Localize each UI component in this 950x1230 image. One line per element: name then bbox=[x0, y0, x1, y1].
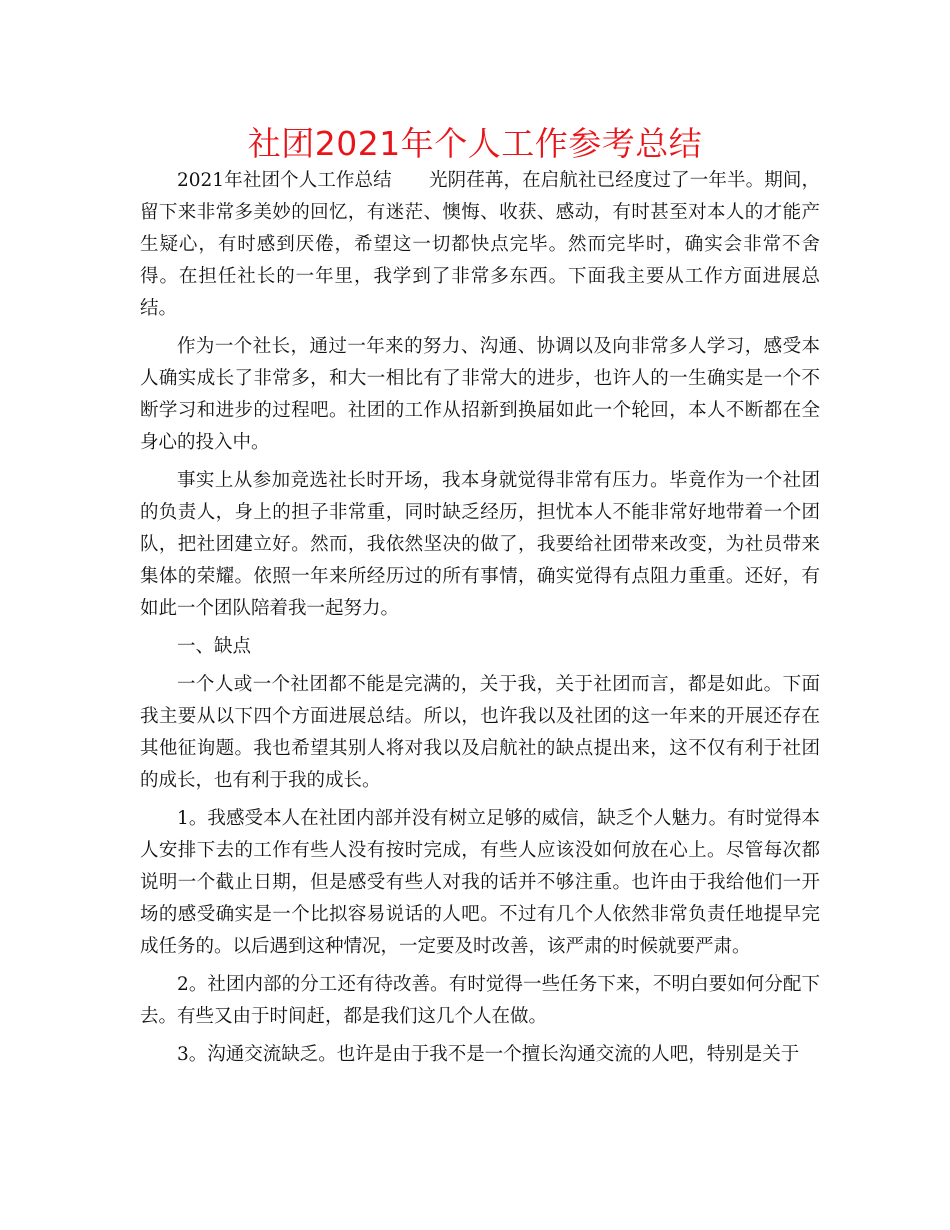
paragraph: 作为一个社长，通过一年来的努力、沟通、协调以及向非常多人学习，感受本人确实成长了非常多，和大一相比有了非常大的进步，也许人的一生确实是一个不断学习和进步的过程吧。社团的工作从招新到换届如此一个轮回，本人不断都在全身心的投入中。 bbox=[140, 336, 820, 453]
list-item: 2。社团内部的分工还有待改善。有时觉得一些任务下来，不明白要如何分配下去。有些又由于时间赶，都是我们这几个人在做。 bbox=[140, 974, 820, 1027]
paragraph: 2021年社团个人工作总结 光阴荏苒，在启航社已经度过了一年半。期间，留下来非常多美妙的回忆，有迷茫、懊悔、收获、感动，有时甚至对本人的才能产生疑心，有时感到厌倦，希望这一切都快点完毕。然而完毕时，确实会非常不舍得。在担任社长的一年里，我学到了非常多东西。下面我主要从工作方面进展总结。 bbox=[140, 170, 820, 319]
list-item: 3。沟通交流缺乏。也许是由于我不是一个擅长沟通交流的人吧，特别是关于 bbox=[177, 1044, 800, 1065]
list-item: 1。我感受本人在社团内部并没有树立足够的威信，缺乏个人魅力。有时觉得本人安排下去的工作有些人没有按时完成，有些人应该没如何放在心上。尽管每次都说明一个截止日期，但是感受有些人对我的话并不够注重。也许由于我给他们一开场的感受确实是一个比拟容易说话的人吧。不过有几个人依然非常负责任地提早完成任务的。以后遇到这种情况，一定要及时改善，该严肃的时候就要严肃。 bbox=[140, 808, 820, 957]
paragraph: 一个人或一个社团都不能是完满的，关于我，关于社团而言，都是如此。下面我主要从以下四个方面进展总结。所以，也许我以及社团的这一年来的开展还存在其他征询题。我也希望其别人将对我以及启航社的缺点提出来，这不仅有利于社团的成长，也有利于我的成长。 bbox=[140, 674, 820, 791]
section-heading: 一、缺点 bbox=[177, 636, 252, 657]
paragraph: 事实上从参加竞选社长时开场，我本身就觉得非常有压力。毕竟作为一个社团的负责人，身上的担子非常重，同时缺乏经历，担忧本人不能非常好地带着一个团队，把社团建立好。然而，我依然坚决的做了，我要给社团带来改变，为社员带来集体的荣耀。依照一年来所经历过的所有事情，确实觉得有点阻力重重。还好，有如此一个团队陪着我一起努力。 bbox=[140, 470, 820, 619]
document-body bbox=[140, 165, 820, 1077]
document-title: 社团2021年个人工作参考总结 bbox=[247, 124, 703, 163]
